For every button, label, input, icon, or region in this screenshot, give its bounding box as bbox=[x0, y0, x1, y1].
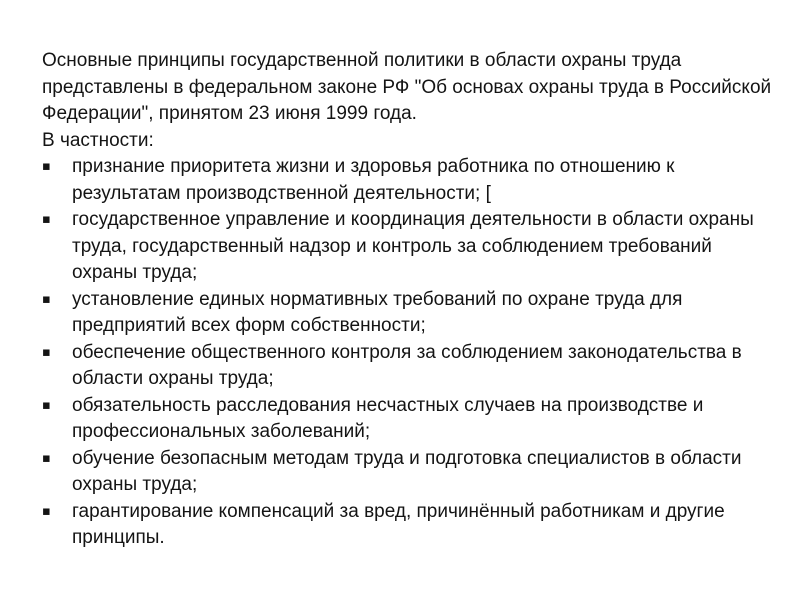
list-item bbox=[42, 393, 772, 446]
intro-paragraph: Основные принципы государственной политики в области охраны труда представлены в федеральном законе РФ "Об основах охраны труда в Российской Федерации", принятом 23 июня 1999 года. bbox=[42, 50, 772, 124]
list-item-text: признание приоритета жизни и здоровья работника по отношению к результатам производственной деятельности; [ bbox=[72, 156, 675, 204]
list-item-text: обязательность расследования несчастных случаев на производстве и профессиональных заболеваний; bbox=[72, 394, 704, 442]
bullet-icon: ▪ bbox=[42, 503, 51, 519]
list-lead: В частности: bbox=[42, 129, 154, 151]
principles-list bbox=[42, 154, 772, 552]
bullet-icon: ▪ bbox=[42, 212, 51, 227]
bullet-icon: ▪ bbox=[42, 159, 51, 174]
list-item bbox=[42, 446, 772, 499]
list-item-text: обучение безопасным методам труда и подготовка специалистов в области охраны труда; bbox=[72, 447, 742, 495]
list-item-text: установление единых нормативных требований по охране труда для предприятий всех форм собственности; bbox=[72, 288, 683, 336]
bullet-icon: ▪ bbox=[42, 397, 51, 413]
slide-content bbox=[42, 48, 772, 552]
bullet-icon: ▪ bbox=[42, 291, 51, 307]
list-item-text: обеспечение общественного контроля за соблюдением законодательства в области охраны труда; bbox=[72, 341, 742, 389]
list-item bbox=[42, 154, 772, 207]
list-item bbox=[42, 499, 772, 552]
list-item bbox=[42, 287, 772, 340]
list-item bbox=[42, 340, 772, 393]
bullet-icon: ▪ bbox=[42, 450, 51, 466]
list-item-text: государственное управление и координация деятельности в области охраны труда, государственный надзор и контроль за соблюдением требований охраны труда; bbox=[72, 209, 754, 283]
list-item-text: гарантирование компенсаций за вред, причинённый работникам и другие принципы. bbox=[72, 500, 725, 548]
bullet-icon: ▪ bbox=[42, 344, 51, 360]
list-item bbox=[42, 207, 772, 287]
